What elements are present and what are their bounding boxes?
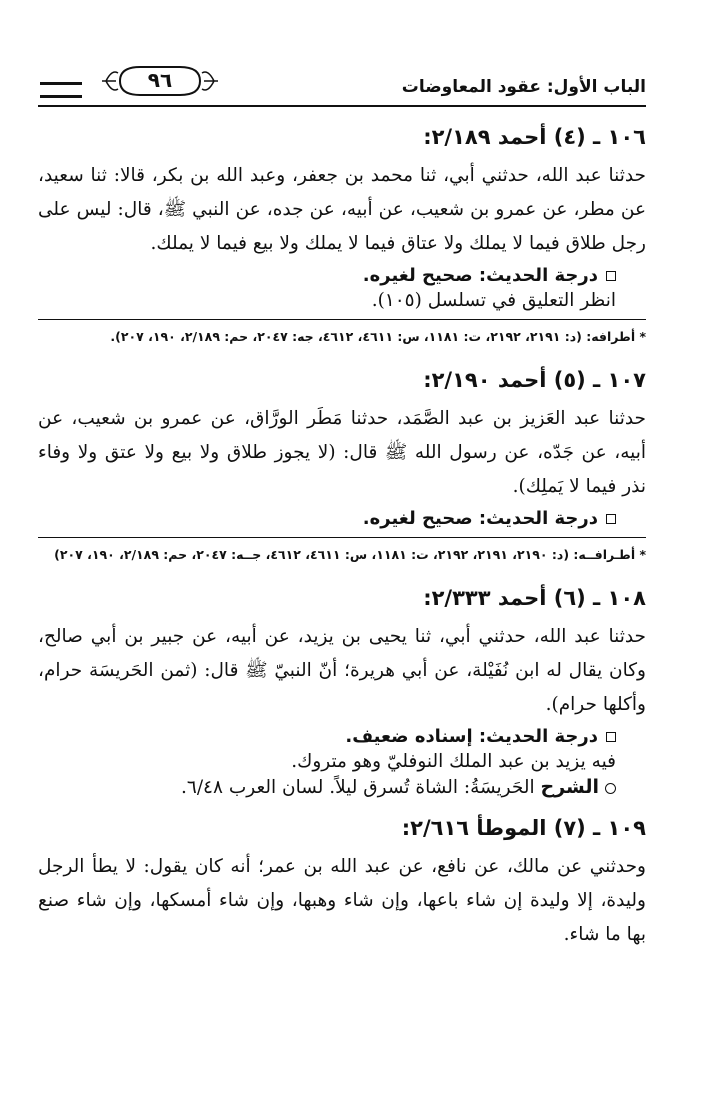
page-number: ٩٦	[147, 68, 173, 92]
entry-heading: ١٠٨ ـ (٦) أحمد ٢/٣٣٣:	[423, 586, 646, 610]
hadith-text: حدثنا عبد الله، حدثني أبي، ثنا يحيى بن يزيد، عن أبيه، عن جبير بن أبي صالح، وكان يقال له ابن نُفَيْلة، عن أبي هريرة؛ أنّ النبيّ ﷺ قال: (ثمن الحَريسَة حرام، وأكلها حرام).	[38, 626, 646, 715]
square-bullet-icon	[606, 271, 616, 281]
hadith-entry	[38, 368, 646, 568]
hadith-note: فيه يزيد بن عبد الملك النوفليّ وهو متروك.	[291, 751, 616, 772]
hadith-text: وحدثني عن مالك، عن نافع، عن عبد الله بن عمر؛ أنه كان يقول: لا يطأ الرجل وليدة، إلا وليدة إن شاء باعها، وإن شاء وهبها، وإن شاء أمسكها، وإن شاء صنع بها ما شاء.	[38, 856, 646, 945]
grade-text: درجة الحديث: صحيح لغيره.	[362, 508, 598, 529]
entry-heading: ١٠٦ ـ (٤) أحمد ٢/١٨٩:	[423, 125, 646, 149]
hadith-entry	[38, 586, 646, 798]
hadith-grade	[38, 508, 646, 529]
cross-references: * أطرافه: (د: ٢١٩١، ٢١٩٢، ت: ١١٨١، س: ٤٦١١، ٤٦١٢، جه: ٢٠٤٧، حم: ٢/١٨٩، ١٩٠، ٢٠٧).	[38, 319, 646, 350]
hadith-grade	[38, 726, 646, 747]
square-bullet-icon	[606, 732, 616, 742]
chapter-title: الباب الأول: عقود المعاوضات	[401, 77, 646, 97]
grade-text: درجة الحديث: إسناده ضعيف.	[345, 726, 598, 747]
hadith-text: حدثنا عبد العَزيز بن عبد الصَّمَد، حدثنا مَطَر الورَّاق، عن عمرو بن شعيب، عن أبيه، عن جَدّه، عن رسول الله ﷺ قال: (لا يجوز طلاق ولا بيع ولا عتق ولا وفاء نذر فيما لا يَملِك).	[38, 408, 646, 497]
page-number-ornament	[100, 63, 220, 99]
circle-bullet-icon	[605, 783, 616, 794]
hadith-text: حدثنا عبد الله، حدثني أبي، ثنا محمد بن جعفر، وعبد الله بن بكر، قالا: ثنا سعيد، عن مطر، عن عمرو بن شعيب، عن أبيه، عن جده، عن النبي ﷺ، قال: ليس على رجل طلاق فيما لا يملك ولا عتاق فيما لا يملك ولا بيع فيما لا يملك.	[38, 165, 646, 254]
sharh-label: الشرح	[540, 776, 599, 798]
entry-heading: ١٠٩ ـ (٧) الموطأ ٢/٦١٦:	[401, 816, 646, 840]
hadith-grade	[38, 265, 646, 286]
running-header	[38, 55, 646, 107]
header-rule-mark	[40, 82, 82, 98]
cross-references: * أطـرافــه: (د: ٢١٩٠، ٢١٩١، ٢١٩٢، ت: ١١٨١، س: ٤٦١١، ٤٦١٢، جــه: ٢٠٤٧، حم: ٢/١٨٩، ١٩٠، ٢٠٧)	[38, 537, 646, 568]
hadith-entry	[38, 125, 646, 350]
page	[38, 55, 646, 1095]
entry-heading: ١٠٧ ـ (٥) أحمد ٢/١٩٠:	[423, 368, 646, 392]
hadith-note: انظر التعليق في تسلسل (١٠٥).	[371, 290, 616, 311]
hadith-entry	[38, 816, 646, 952]
sharh-line	[38, 776, 646, 798]
grade-text: درجة الحديث: صحيح لغيره.	[362, 265, 598, 286]
square-bullet-icon	[606, 514, 616, 524]
sharh-text: الحَريسَةُ: الشاة تُسرق ليلاً. لسان العرب ٦/٤٨.	[181, 777, 535, 798]
